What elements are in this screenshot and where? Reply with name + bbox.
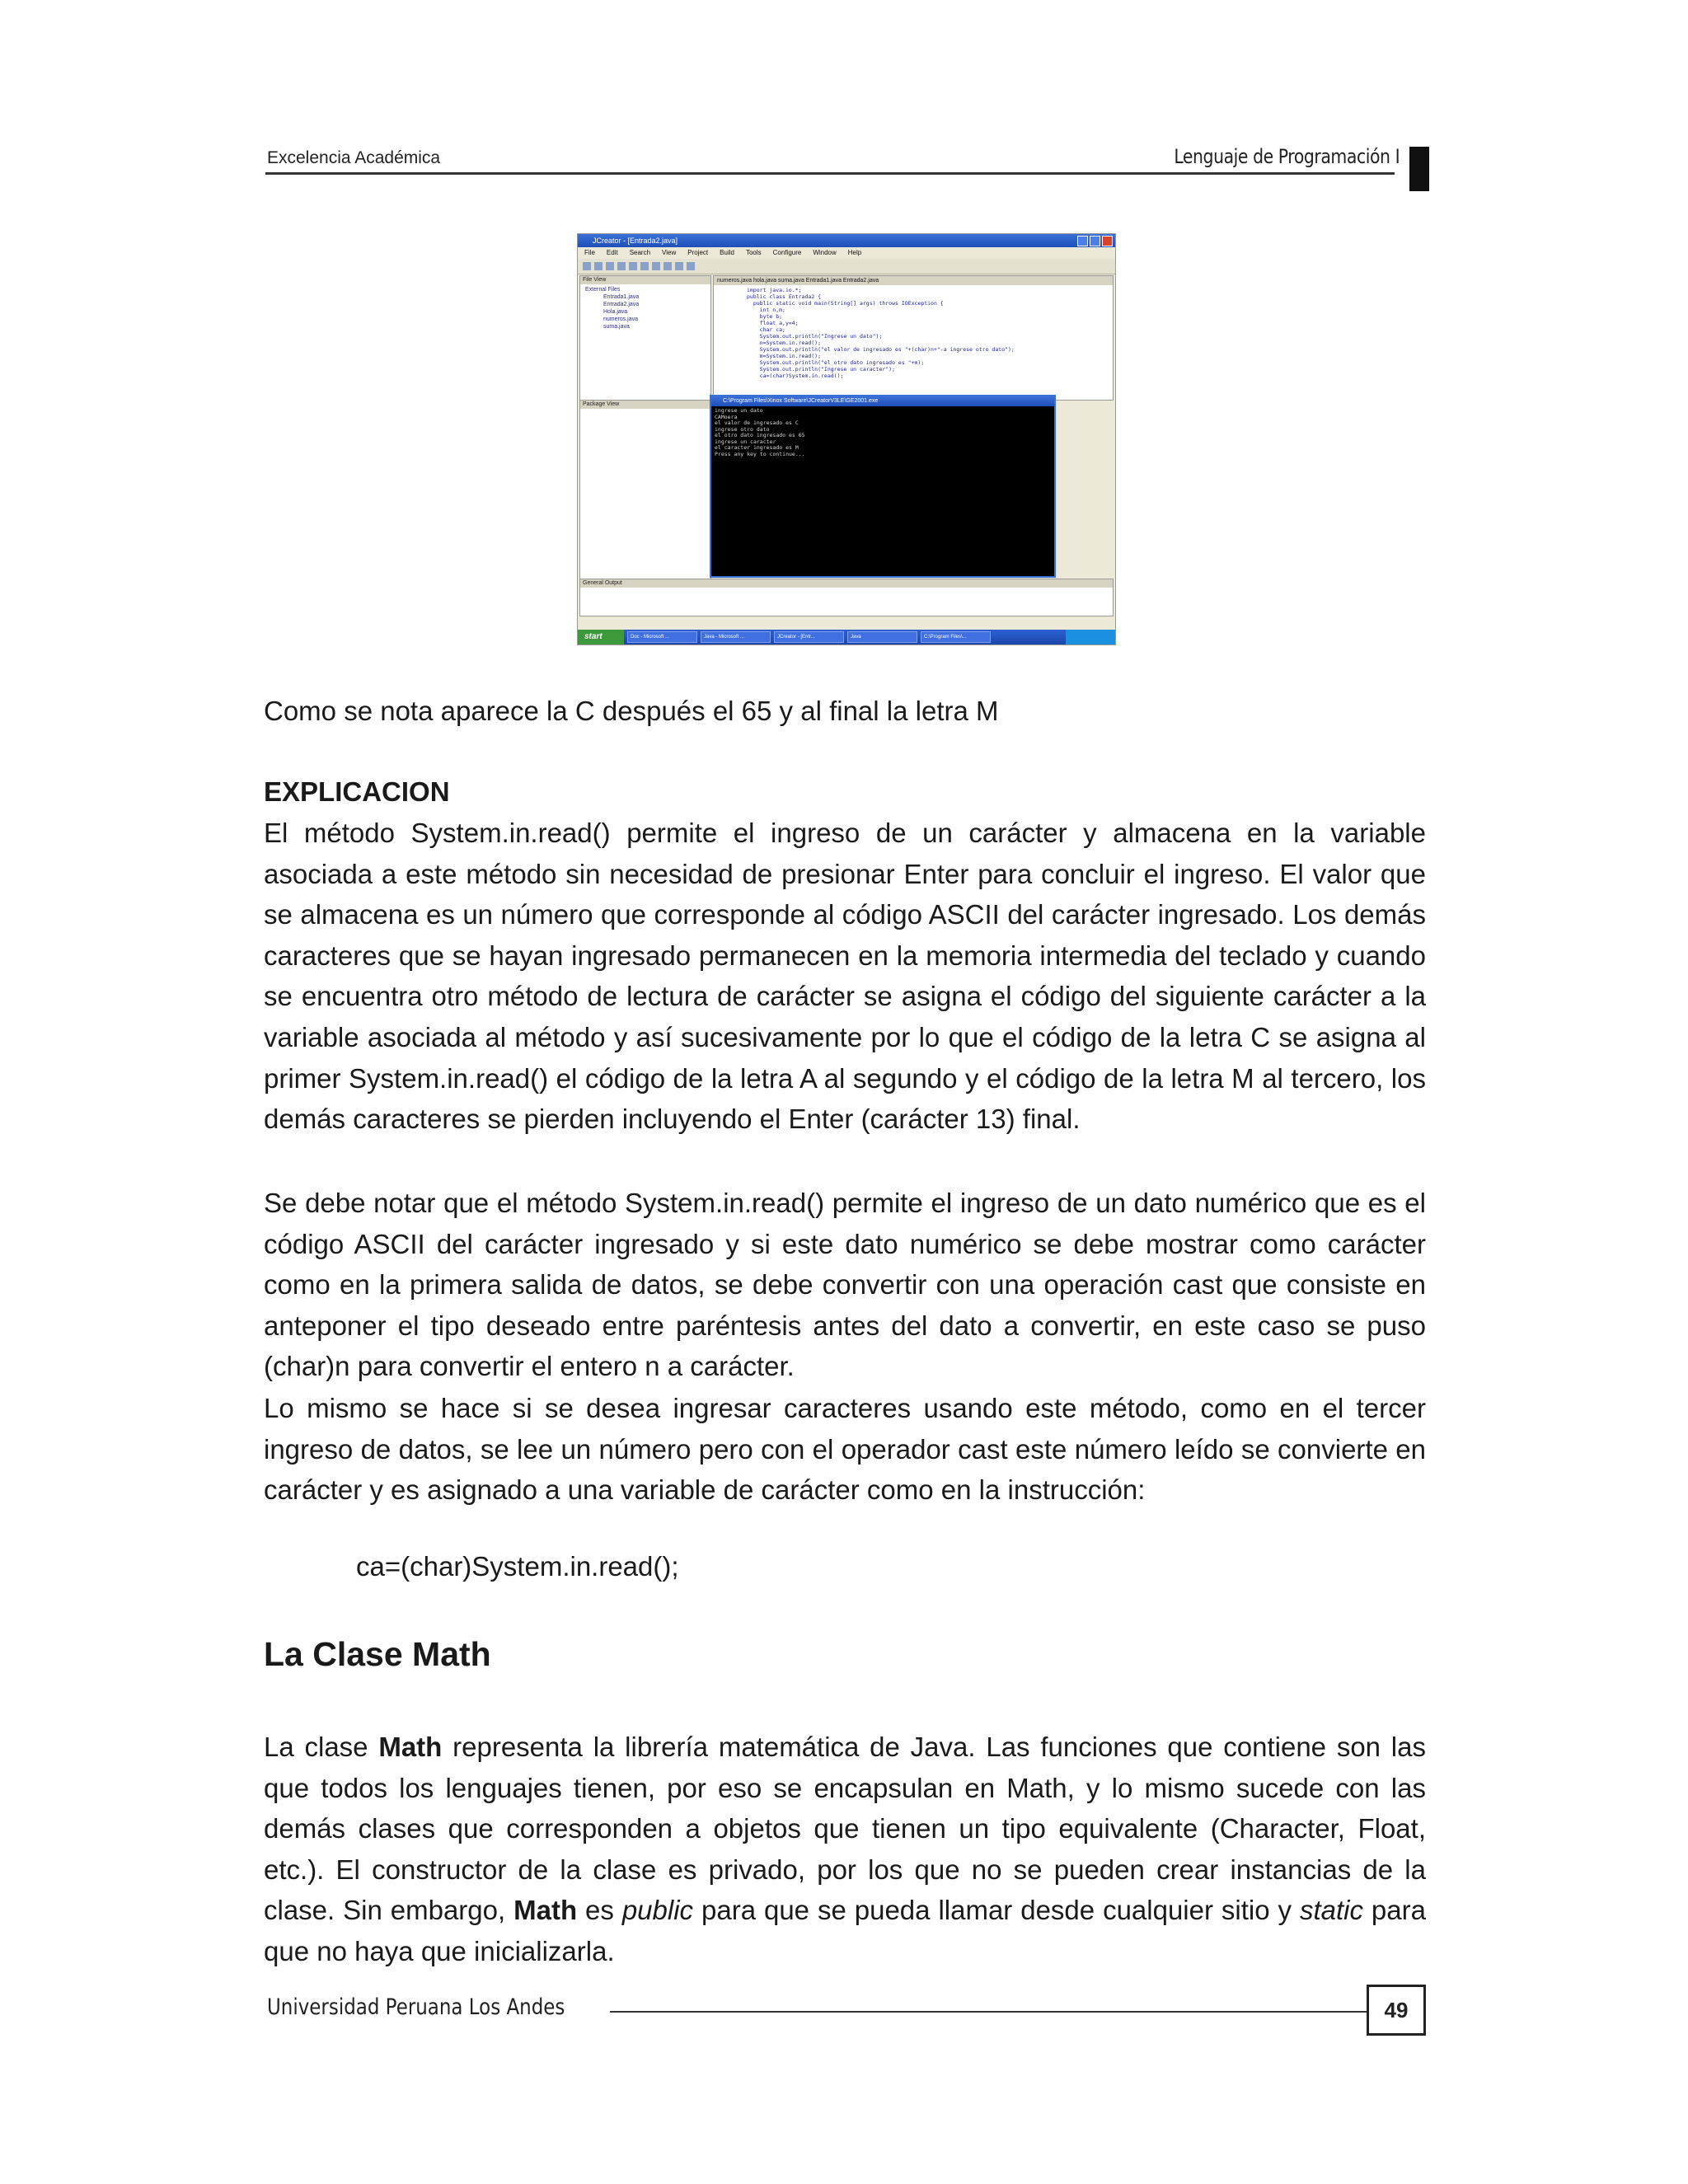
header-block <box>1409 147 1429 191</box>
taskbar-item: Java <box>847 631 917 643</box>
tree-root: External Files <box>585 287 621 293</box>
italic-term: static <box>1299 1895 1363 1926</box>
section-title: La Clase Math <box>264 1635 491 1673</box>
paste-icon <box>640 262 649 270</box>
menu-project: Project <box>687 249 709 256</box>
screenshot-caption: Como se nota aparece la C después el 65 y al final la letra M <box>264 696 999 726</box>
ide-titlebar <box>578 234 1115 247</box>
header-right: Lenguaje de Programación I <box>1174 145 1400 168</box>
new-file-icon <box>583 262 591 270</box>
file-view-label: File View <box>580 276 710 284</box>
copy-icon <box>629 262 637 270</box>
undo-icon <box>652 262 660 270</box>
package-view-label: Package View <box>580 401 710 409</box>
code-example: ca=(char)System.in.read(); <box>356 1551 679 1582</box>
menu-window: Window <box>813 249 837 256</box>
package-view-pane <box>580 400 710 524</box>
menu-help: Help <box>847 249 862 256</box>
taskbar-item: Java - Microsoft ... <box>701 631 771 643</box>
bold-term: Math <box>378 1732 443 1762</box>
tree-item: Entrada1.java <box>603 294 640 300</box>
start-button: start <box>578 630 624 644</box>
file-tree <box>580 284 710 332</box>
menu-configure: Configure <box>772 249 802 256</box>
cut-icon <box>617 262 626 270</box>
paragraph-3: Lo mismo se hace si se desea ingresar caracteres usando este método, como en el tercer ingreso de datos, se lee un número pero con el operador cast este número leído se convierte en carácter y es asignado a una variable de carácter como en la instrucción: <box>264 1393 1426 1506</box>
ide-title: JCreator - [Entrada2.java] <box>593 237 678 245</box>
taskbar-item: JCreator - [Entr... <box>774 631 844 643</box>
save-icon <box>606 262 614 270</box>
menu-edit: Edit <box>606 249 618 256</box>
console-output: ingrese un dato CAMoera el valor de ingresado es C ingrese otro dato el otro dato ingresado es 65 ingrese un caracter el caracter ingresado es M Press any key to continue... <box>715 407 805 457</box>
close-icon <box>1102 236 1113 246</box>
code-text: import java.io.*; public class Entrada2 { public static void main(String[] args) throws IOException { int n,m; byte b; float a,y=4; char ca; System.out.println("Ingrese un dato"); n=System.in.read(); System.out.println("el valor de ingresado es "+(char)n+"-a ingrese otro dato"); m=System.in.read(); System.out.println("el otro dato ingresado es "+m); System.out.println("Ingrese un caracter"); ca=(char)System.in.read(); <box>747 287 1015 379</box>
system-tray <box>1066 630 1115 644</box>
ide-toolbar <box>578 259 1115 274</box>
text-run: para que se pueda llamar desde cualquier sitio y <box>693 1895 1300 1926</box>
menu-tools: Tools <box>745 249 762 256</box>
footer-rule <box>610 2011 1367 2013</box>
paragraph-1: El método System.in.read() permite el ingreso de un carácter y almacena en la variable asociada a este método sin necesidad de presionar Enter para concluir el ingreso. El valor que se almacena es un número que corresponde al código ASCII del carácter ingresado. Los demás caracteres que se hayan ingresado permanecen en la memoria intermedia del teclado y cuando se encuentra otro método de lectura de carácter se asigna el código del siguiente carácter a la variable asociada al método y así sucesivamente por lo que el código de la letra C se asigna al primer System.in.read() el código de la letra A al segundo y el código de la letra M al tercero, los demás caracteres se pierden incluyendo el Enter (carácter 13) final. <box>264 818 1426 1135</box>
menu-build: Build <box>720 249 734 256</box>
text-run: para que no haya que inicializarla. <box>264 1895 1426 1966</box>
explicacion-heading: EXPLICACION <box>264 776 450 807</box>
taskbar-item: C:\Program Files\... <box>921 631 991 643</box>
text-run: representa la librería matemática de Java. Las funciones que contiene son las que todos los lenguajes tienen, por eso se encapsulan en Math, y lo mismo sucede con las demás clases que corresponden a objetos que tienen un tipo equivalente (Character, Float, etc.). El constructor de la clase es privado, por los que no se pueden crear instancias de la clase. Sin embargo, <box>264 1732 1426 1926</box>
tree-item: suma.java <box>603 324 630 330</box>
menu-view: View <box>662 249 677 256</box>
file-view-pane <box>579 275 711 590</box>
console-window <box>710 395 1056 578</box>
paragraph-2: Se debe notar que el método System.in.read() permite el ingreso de un dato numérico que es el código ASCII del carácter ingresado y si este dato numérico se debe mostrar como carácter como en la primera salida de datos, se debe convertir con una operación cast que consiste en anteponer el tipo deseado entre paréntesis antes del dato a convertir, en este caso se puso (char)n para convertir el entero n a carácter. <box>264 1188 1426 1382</box>
editor-tabs: numeros.java hola.java suma.java Entrada1.java Entrada2.java <box>714 276 1113 285</box>
text-run: es <box>577 1895 622 1926</box>
console-title: C:\Program Files\Xinox Software\JCreatorV3LE\GE2001.exe <box>711 396 1054 406</box>
minimize-icon <box>1077 236 1088 246</box>
ide-screenshot <box>577 233 1116 645</box>
italic-term: public <box>621 1895 694 1926</box>
open-icon <box>594 262 603 270</box>
code-editor <box>713 275 1114 401</box>
footer-university: Universidad Peruana Los Andes <box>267 1994 565 2020</box>
maximize-icon <box>1090 236 1100 246</box>
page-number: 49 <box>1367 1985 1426 2036</box>
menu-file: File <box>584 249 595 256</box>
header-left: Excelencia Académica <box>267 148 441 167</box>
paragraph-4 <box>264 1727 1426 1972</box>
tree-item: Entrada2.java <box>603 302 640 307</box>
header-rule <box>265 172 1395 175</box>
general-output-pane <box>579 579 1114 616</box>
taskbar <box>578 630 1115 644</box>
menu-search: Search <box>629 249 651 256</box>
ide-menubar <box>578 247 1115 259</box>
build-icon <box>675 262 683 270</box>
text-run: La clase <box>264 1732 379 1762</box>
taskbar-item: Doc - Microsoft ... <box>627 631 697 643</box>
run-icon <box>687 262 695 270</box>
tree-item: Hola.java <box>603 309 628 315</box>
general-output-label: General Output <box>580 579 1113 588</box>
tree-item: numeros.java <box>603 316 639 322</box>
find-icon <box>663 262 672 270</box>
bold-term: Math <box>513 1895 578 1926</box>
